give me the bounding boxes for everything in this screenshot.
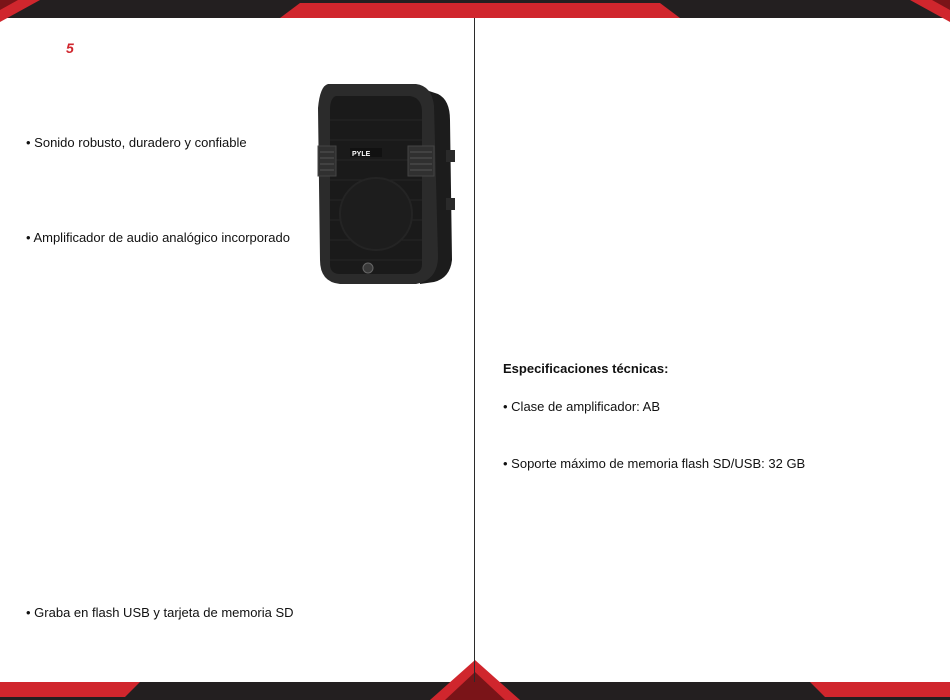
- page-number: 5: [66, 40, 74, 56]
- speaker-product-image: [310, 80, 460, 290]
- spec-item: • Soporte máximo de memoria flash SD/USB: 32 GB: [503, 456, 806, 471]
- feature-item: • Sonido robusto, duradero y confiable: [26, 135, 247, 150]
- spec-item: • Clase de amplificador: AB: [503, 399, 661, 414]
- feature-item: • Amplificador de audio analógico incorporado: [26, 230, 290, 245]
- svg-text:PYLE: PYLE: [352, 151, 371, 158]
- feature-item: • Graba en flash USB y tarjeta de memoria SD: [26, 605, 294, 620]
- specs-heading: Especificaciones técnicas:: [503, 361, 669, 376]
- page-spine-divider: [474, 18, 475, 682]
